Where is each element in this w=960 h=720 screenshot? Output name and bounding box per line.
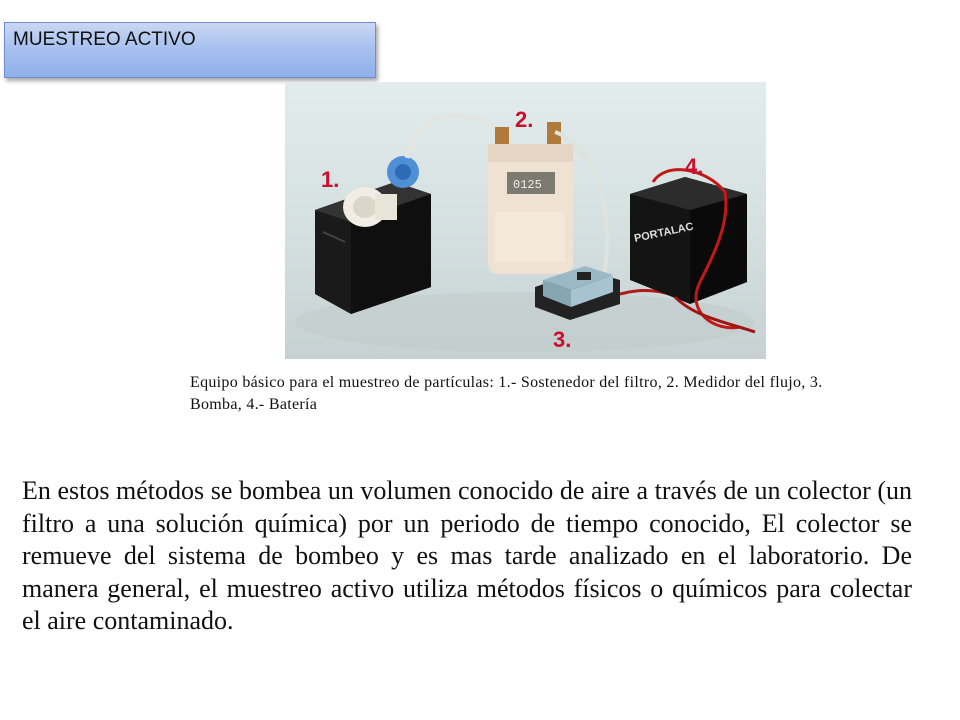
filter-holder xyxy=(315,116,495,314)
label-2: 2. xyxy=(515,107,534,132)
photo-caption: Equipo básico para el muestreo de partículas: 1.- Sostenedor del filtro, 2. Medidor del flujo, 3. Bomba, 4.- Batería xyxy=(190,374,823,413)
label-1: 1. xyxy=(321,167,340,192)
title-box xyxy=(4,22,376,78)
meter-reading: 0125 xyxy=(513,178,542,192)
label-4: 4. xyxy=(685,154,704,179)
label-3: 3. xyxy=(553,327,572,352)
battery-brand: PORTALAC xyxy=(633,220,695,245)
body-paragraph: En estos métodos se bombea un volumen conocido de aire a través de un colector (un filtro a una solución química) por un periodo de tiempo conocido, El colector se remueve del sistema de bombeo y es mas tarde analizado en el laboratorio. De manera general, el muestreo activo utiliza métodos físicos o químicos para colectar el aire contaminado. xyxy=(22,476,912,635)
slide-title: MUESTREO ACTIVO xyxy=(13,29,196,50)
equipment-photo xyxy=(285,82,766,359)
flow-meter xyxy=(488,122,607,274)
